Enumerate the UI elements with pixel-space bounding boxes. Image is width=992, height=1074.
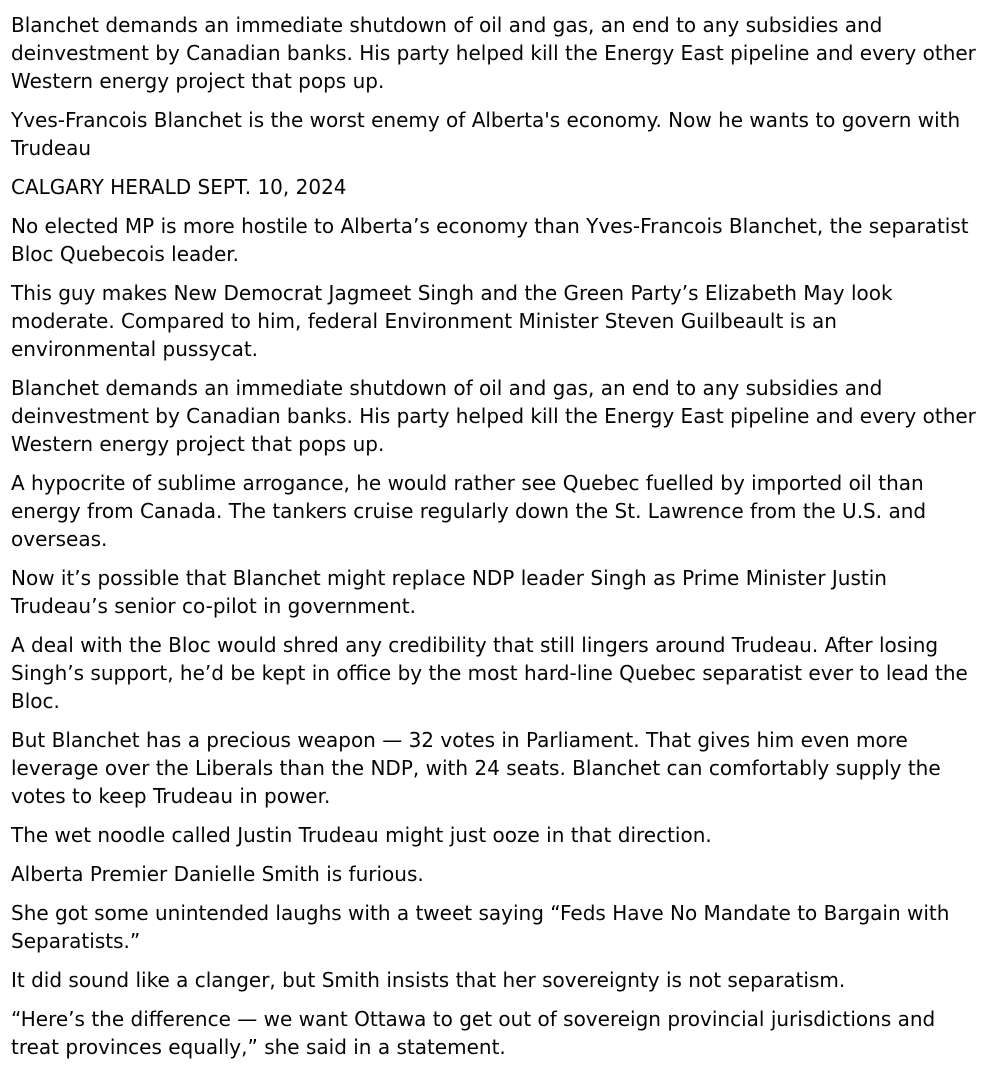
paragraph: This guy makes New Democrat Jagmeet Singh and the Green Party’s Elizabeth May look moderate. Compared to him, federal Environment Minister Steven Guilbeault is an environmental pussycat. — [11, 281, 893, 361]
paragraph: Alberta Premier Danielle Smith is furious. — [11, 862, 424, 886]
paragraph: She got some unintended laughs with a tweet saying “Feds Have No Mandate to Bargain with Separatists.” — [11, 901, 950, 953]
paragraph: No elected MP is more hostile to Alberta’s economy than Yves-Francois Blanchet, the separatist Bloc Quebecois leader. — [11, 214, 969, 266]
paragraph: “Here’s the difference — we want Ottawa to get out of sovereign provincial jurisdictions and treat provinces equally,” she said in a statement. — [11, 1007, 936, 1059]
article-source-date: CALGARY HERALD SEPT. 10, 2024 — [11, 175, 347, 199]
paragraph: A hypocrite of sublime arrogance, he would rather see Quebec fuelled by imported oil than energy from Canada. The tankers cruise regularly down the St. Lawrence from the U.S. and overseas. — [11, 471, 927, 551]
paragraph: A deal with the Bloc would shred any credibility that still lingers around Trudeau. After losing Singh’s support, he’d be kept in office by the most hard-line Quebec separatist ever to lead the Bloc. — [11, 633, 968, 713]
paragraph: Now it’s possible that Blanchet might replace NDP leader Singh as Prime Minister Justin Trudeau’s senior co-pilot in government. — [11, 566, 887, 618]
paragraph: It did sound like a clanger, but Smith insists that her sovereignty is not separatism. — [11, 968, 846, 992]
paragraph-intro-excerpt: Blanchet demands an immediate shutdown of oil and gas, an end to any subsidies and deinvestment by Canadian banks. His party helped kill the Energy East pipeline and every other Western energy project that pops up. — [11, 13, 976, 93]
paragraph: But Blanchet has a precious weapon — 32 votes in Parliament. That gives him even more leverage over the Liberals than the NDP, with 24 seats. Blanchet can comfortably supply the votes to keep Trudeau in power. — [11, 728, 941, 808]
article-headline: Yves-Francois Blanchet is the worst enemy of Alberta's economy. Now he wants to govern with Trudeau — [11, 108, 961, 160]
paragraph: The wet noodle called Justin Trudeau might just ooze in that direction. — [11, 823, 712, 847]
paragraph: Blanchet demands an immediate shutdown of oil and gas, an end to any subsidies and deinvestment by Canadian banks. His party helped kill the Energy East pipeline and every other Western energy project that pops up. — [11, 376, 976, 456]
